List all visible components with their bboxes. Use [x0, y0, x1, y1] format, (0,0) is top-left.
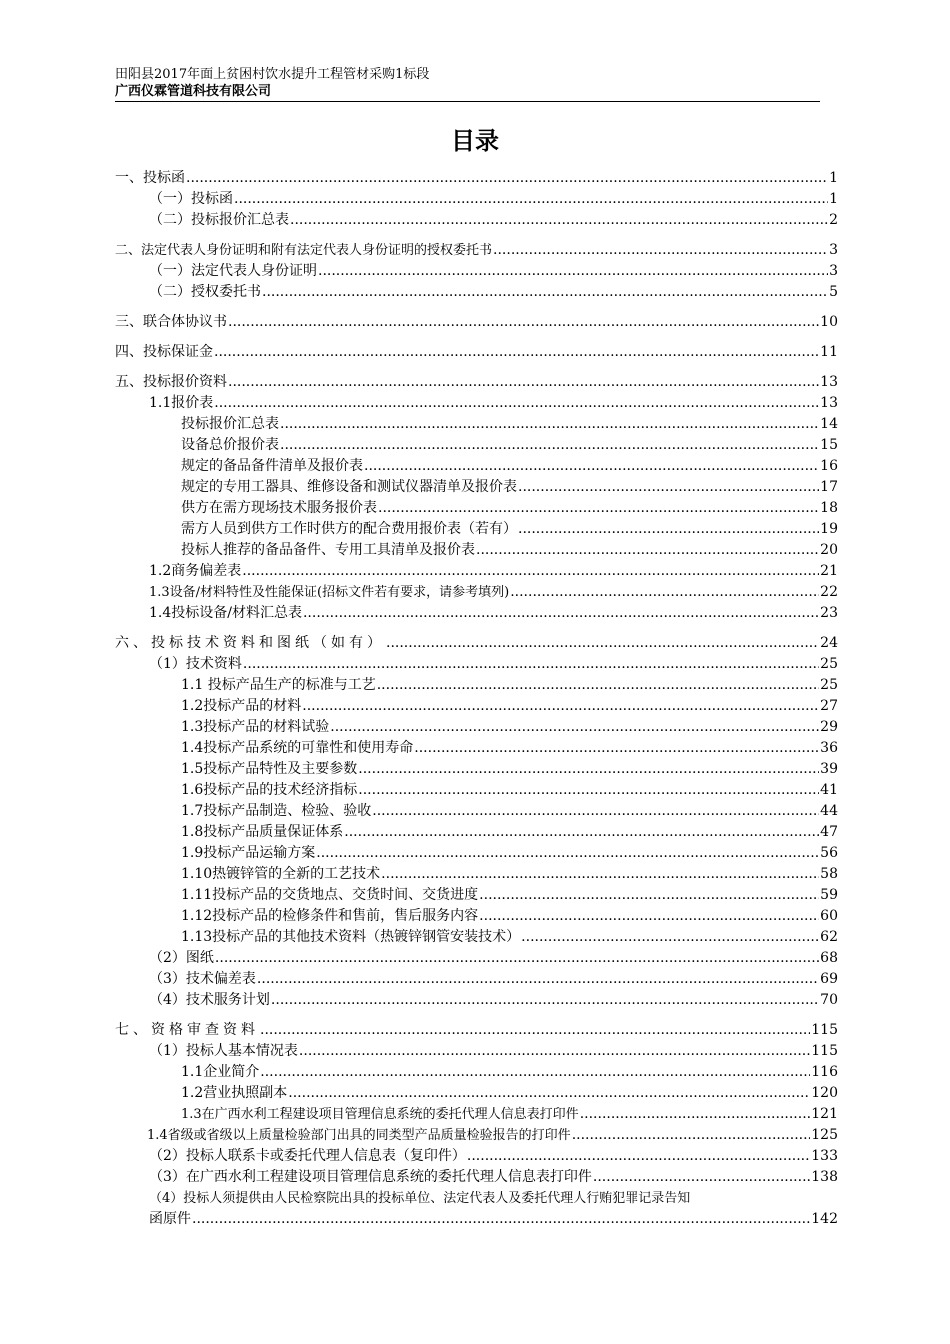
header-rule	[115, 101, 820, 102]
toc-entry[interactable]: 1.6投标产品的技术经济指标 ..... 41	[115, 780, 838, 801]
toc-entry[interactable]: （4）技术服务计划 ..... 70	[115, 990, 838, 1011]
toc-entry[interactable]: 1.3在广西水利工程建设项目管理信息系统的委托代理人信息表打印件 ..... 121	[115, 1104, 838, 1125]
toc-entry[interactable]: （3）在广西水利工程建设项目管理信息系统的委托代理人信息表打印件 ..... 138	[115, 1167, 838, 1188]
toc-entry[interactable]: 三、联合体协议书 ..... 10	[115, 312, 838, 333]
toc-entry[interactable]: 供方在需方现场技术服务报价表 ..... 18	[115, 498, 838, 519]
toc-entry[interactable]: （2）图纸 ..... 68	[115, 948, 838, 969]
toc-entry[interactable]: 1.13投标产品的其他技术资料（热镀锌钢管安装技术） ..... 62	[115, 927, 838, 948]
toc-entry[interactable]: 1.2投标产品的材料 ..... 27	[115, 696, 838, 717]
toc-entry[interactable]: （2）投标人联系卡或委托代理人信息表（复印件） ..... 133	[115, 1146, 838, 1167]
toc-entry[interactable]: 1.2营业执照副本 ..... 120	[115, 1083, 838, 1104]
toc-entry[interactable]: 1.10热镀锌管的全新的工艺技术 ..... 58	[115, 864, 838, 885]
toc-entry[interactable]: 1.5投标产品特性及主要参数 ..... 39	[115, 759, 838, 780]
toc-entry[interactable]: （1）投标人基本情况表 ..... 115	[115, 1041, 838, 1062]
toc-entry[interactable]: 1.11投标产品的交货地点、交货时间、交货进度 ..... 59	[115, 885, 838, 906]
toc-entry[interactable]: 设备总价报价表 ..... 15	[115, 435, 838, 456]
toc-entry[interactable]: 1.4投标设备/材料汇总表 ..... 23	[115, 603, 838, 624]
page-title: 目录	[451, 127, 499, 155]
toc-entry[interactable]: 1.2商务偏差表 ..... 21	[115, 561, 838, 582]
toc-entry[interactable]: （一）投标函 ..... 1	[115, 189, 838, 210]
toc-entry[interactable]: 投标人推荐的备品备件、专用工具清单及报价表 ..... 20	[115, 540, 838, 561]
toc-entry[interactable]: 1.3设备/材料特性及性能保证(招标文件若有要求，请参考填列) ..... 22	[115, 582, 838, 603]
toc-entry[interactable]: 1.12投标产品的检修条件和售前，售后服务内容 ..... 60	[115, 906, 838, 927]
toc-entry[interactable]: （3）技术偏差表 ..... 69	[115, 969, 838, 990]
page-header	[115, 66, 820, 102]
toc-entry[interactable]: 1.8投标产品质量保证体系 ..... 47	[115, 822, 838, 843]
toc-entry[interactable]: 四、投标保证金 ..... 11	[115, 342, 838, 363]
toc-entry[interactable]: （4）投标人须提供由人民检察院出具的投标单位、法定代表人及委托代理人行贿犯罪记录告知 函原件 ..... 142	[115, 1188, 838, 1230]
toc-entry[interactable]: （1）技术资料 ..... 25	[115, 654, 838, 675]
toc-entry[interactable]: 一、投标函 ..... 1	[115, 168, 838, 189]
toc-entry[interactable]: 投标报价汇总表 ..... 14	[115, 414, 838, 435]
toc-entry[interactable]: 1.9投标产品运输方案 ..... 56	[115, 843, 838, 864]
toc-entry[interactable]: 规定的专用工器具、维修设备和测试仪器清单及报价表 ..... 17	[115, 477, 838, 498]
toc-entry[interactable]: 1.7投标产品制造、检验、验收 ..... 44	[115, 801, 838, 822]
company-name: 广西仪霖管道科技有限公司	[115, 84, 272, 99]
toc-entry[interactable]: 1.3投标产品的材料试验 ..... 29	[115, 717, 838, 738]
toc-entry[interactable]: 1.4省级或省级以上质量检验部门出具的同类型产品质量检验报告的打印件 ..... 125	[115, 1125, 838, 1146]
toc-entry[interactable]: （二）授权委托书 ..... 5	[115, 282, 838, 303]
toc-entry[interactable]: 1.1报价表 ..... 13	[115, 393, 838, 414]
toc-entry[interactable]: 规定的备品备件清单及报价表 ..... 16	[115, 456, 838, 477]
toc-entry[interactable]: 七、资格审查资料 ..... 115	[115, 1020, 838, 1041]
toc-entry[interactable]: 二、法定代表人身份证明和附有法定代表人身份证明的授权委托书 ..... 3	[115, 240, 838, 261]
toc-entry[interactable]: 需方人员到供方工作时供方的配合费用报价表（若有） ..... 19	[115, 519, 838, 540]
toc-entry[interactable]: （一）法定代表人身份证明 ..... 3	[115, 261, 838, 282]
toc-entry[interactable]: （二）投标报价汇总表 ..... 2	[115, 210, 838, 231]
toc-entry[interactable]: 五、投标报价资料 ..... 13	[115, 372, 838, 393]
toc-entry[interactable]: 六、投标技术资料和图纸（如有） ..... 24	[115, 633, 838, 654]
project-title: 田阳县2017年面上贫困村饮水提升工程管材采购1标段	[115, 67, 430, 82]
toc-entry[interactable]: 1.4投标产品系统的可靠性和使用寿命 ..... 36	[115, 738, 838, 759]
table-of-contents	[115, 168, 838, 1230]
toc-entry[interactable]: 1.1 投标产品生产的标准与工艺 ..... 25	[115, 675, 838, 696]
toc-entry[interactable]: 1.1企业简介 ..... 116	[115, 1062, 838, 1083]
